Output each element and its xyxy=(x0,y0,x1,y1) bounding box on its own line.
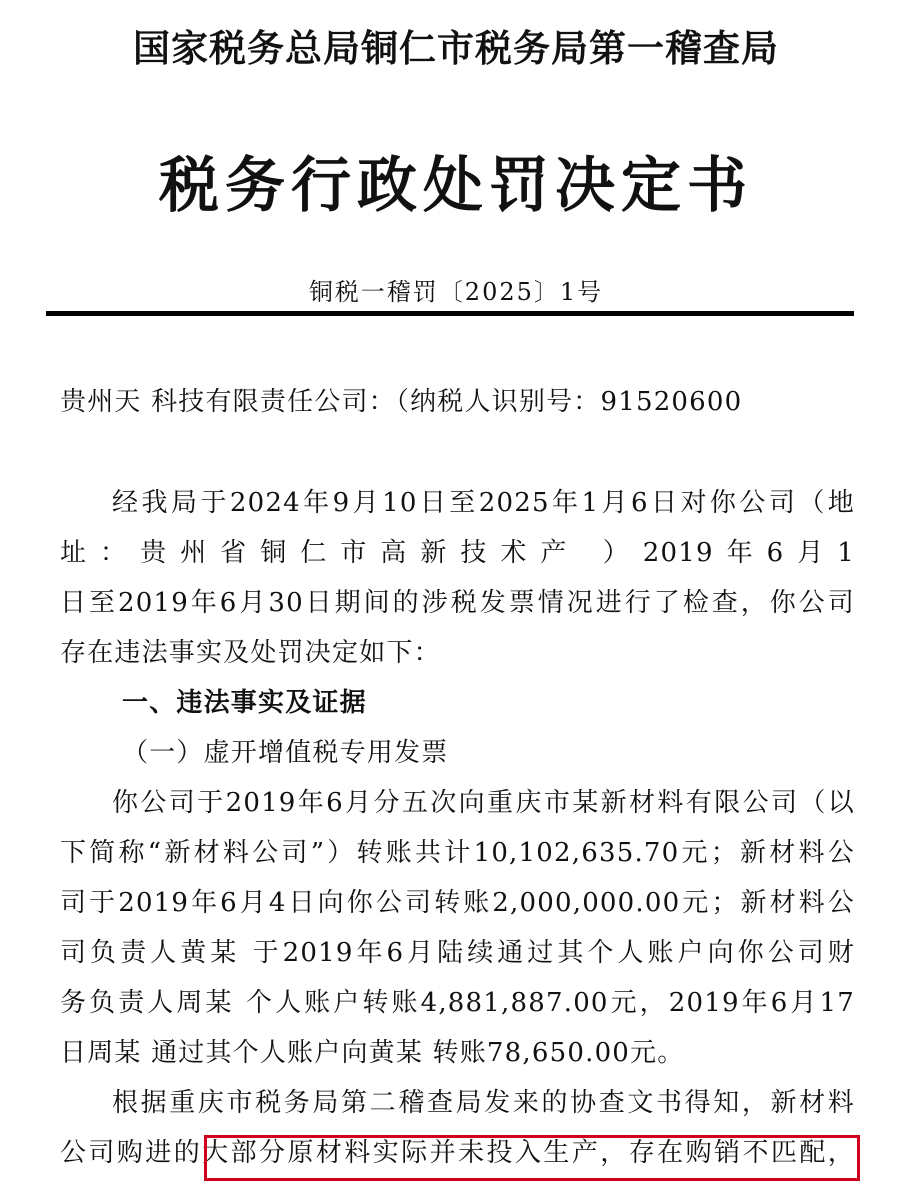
paragraph-line: 根据重庆市税务局第二稽查局发来的协查文书得知，新材料 xyxy=(112,1088,855,1118)
document-number: 铜税一稽罚〔2025〕1号 xyxy=(308,278,604,306)
paragraph-line: 司负责人黄某 于2019年6月陆续通过其个人账户向你公司财 xyxy=(60,938,855,968)
intro-line: 存在违法事实及处罚决定如下： xyxy=(60,638,441,668)
section-heading: 一、违法事实及证据 xyxy=(122,688,367,718)
document-title: 税务行政处罚决定书 xyxy=(159,151,753,221)
intro-line: 日至2019年6月30日期间的涉税发票情况进行了检查，你公司 xyxy=(60,588,855,618)
paragraph-line: 你公司于2019年6月分五次向重庆市某新材料有限公司（以 xyxy=(112,788,855,818)
paragraph-line: 日周某 通过其个人账户向黄某 转账78,650.00元。 xyxy=(60,1038,685,1068)
intro-line: 址：贵州省铜仁市高新技术产 ）2019年6月1 xyxy=(60,538,855,568)
paragraph-line: 下简称“新材料公司”）转账共计10,102,635.70元；新材料公 xyxy=(60,838,855,868)
intro-line: 经我局于2024年9月10日至2025年1月6日对你公司（地 xyxy=(112,488,855,518)
header-divider xyxy=(46,311,854,316)
paragraph-line: 司于2019年6月4日向你公司转账2,000,000.00元；新材料公 xyxy=(60,888,855,918)
highlight-annotation-box xyxy=(204,1135,860,1181)
paragraph-line: 务负责人周某 个人账户转账4,881,887.00元，2019年6月17 xyxy=(60,988,855,1018)
addressee: 贵州天 科技有限责任公司：（纳税人识别号：91520600 xyxy=(60,387,743,417)
subsection-heading: （一）虚开增值税专用发票 xyxy=(122,738,449,768)
issuing-agency: 国家税务总局铜仁市税务局第一稽查局 xyxy=(133,26,779,70)
paragraph-line: 公司购进的大部分原材料实际并未投入生产，存在购销不匹配， xyxy=(60,1138,855,1168)
